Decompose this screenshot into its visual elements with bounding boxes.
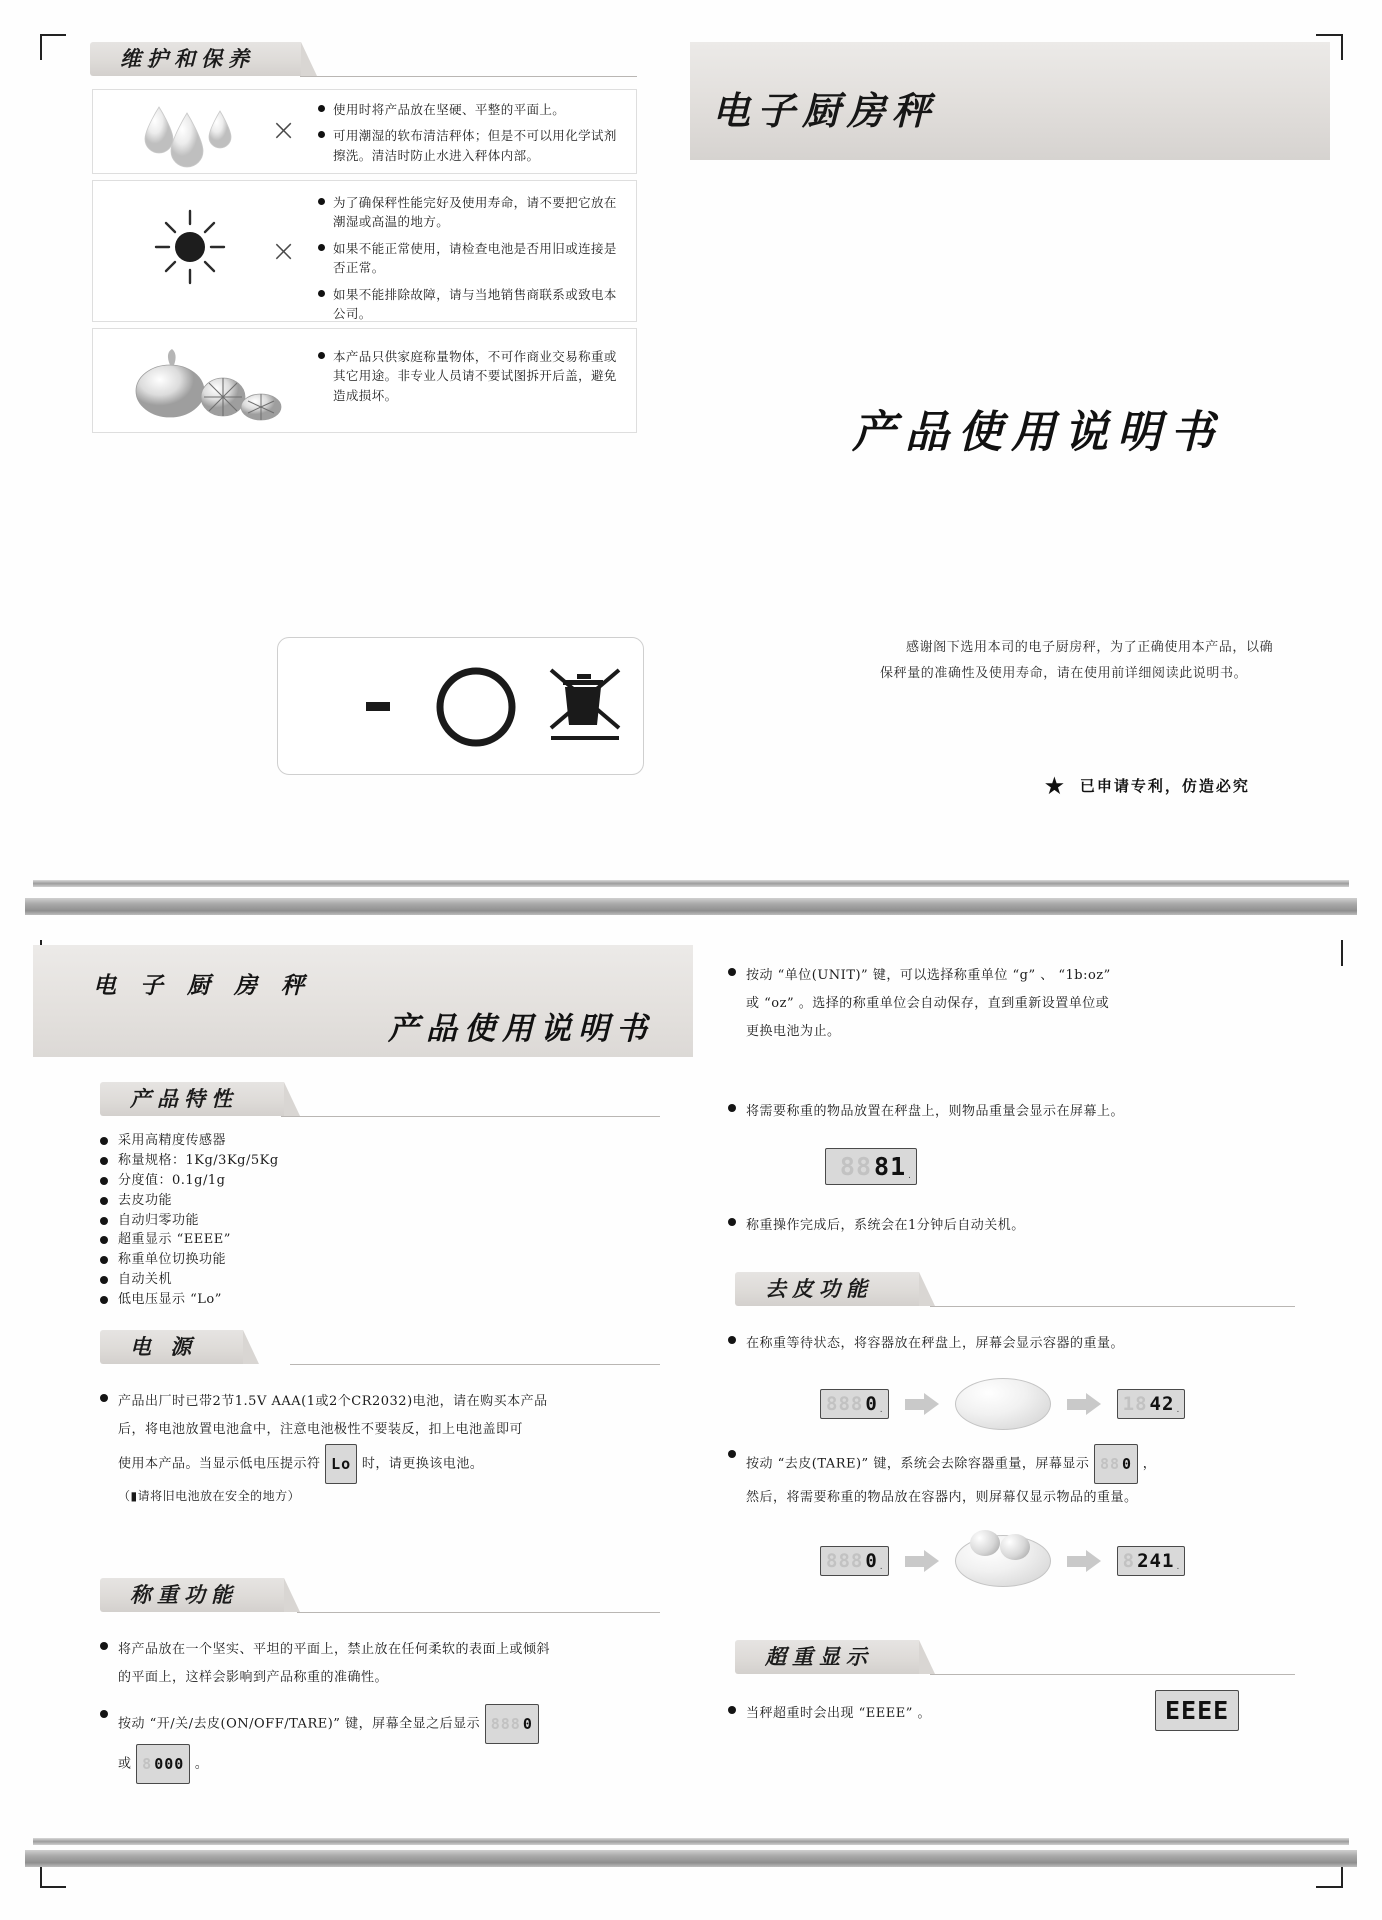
tare-section-header xyxy=(735,1272,919,1306)
recycle-icon xyxy=(433,664,519,750)
lcd-decimal-icon: . xyxy=(879,1562,883,1572)
power-text-line-2: 后，将电池放置电池盒中，注意电池极性不要装反，扣上电池盖即可 xyxy=(118,1421,524,1437)
tomatoes-bowl-icon xyxy=(955,1535,1051,1587)
unit-line-2: 或 “oz” 。选择的称重单位会自动保存，直到重新设置单位或 xyxy=(746,995,1110,1011)
care-block-3-list xyxy=(318,347,623,412)
tare-step-2-line xyxy=(728,1444,1308,1484)
care-section-title: 维护和保养 xyxy=(120,46,255,71)
overweight-section-rule xyxy=(930,1674,1295,1675)
lcd-weight-reading xyxy=(825,1148,917,1185)
cover-subtitle: 产品使用说明书 xyxy=(852,407,1223,458)
power-paragraph xyxy=(100,1388,660,1510)
weighing-section-rule xyxy=(297,1612,660,1613)
crop-mark xyxy=(1341,34,1343,60)
overweight-section-title: 超重显示 xyxy=(765,1644,873,1669)
weighing-item-1a: 将产品放在一个坚实、平坦的平面上，禁止放在任何柔软的表面上或倾斜 xyxy=(100,1636,670,1664)
footer-divider-thick xyxy=(25,1850,1357,1867)
feature-item: 自动归零功能 xyxy=(100,1211,600,1231)
tare-flow-1 xyxy=(820,1378,1185,1430)
lcd-panel: 88 81 . xyxy=(825,1148,917,1185)
star-icon: ★ xyxy=(1045,773,1066,798)
weighing-item-1b: 的平面上，这样会影响到产品称重的准确性。 xyxy=(118,1669,389,1685)
power-text-line-1: 产品出厂时已带2节1.5V AAA(1或2个CR2032)电池，请在购买本产品 xyxy=(100,1388,660,1416)
weighing-item-2-cont xyxy=(100,1744,670,1784)
weee-crossed-bin-icon xyxy=(543,662,629,754)
tomato-icon xyxy=(970,1530,1000,1556)
weighing-section-header xyxy=(100,1578,284,1612)
water-drops-icon xyxy=(123,99,253,169)
prohibit-x-icon-2: × xyxy=(271,234,297,269)
crop-mark xyxy=(1341,940,1343,966)
cover-intro-paragraph: 感谢阁下选用本司的电子厨房秤，为了正确使用本产品，以确保秤量的准确性及使用寿命，请在使用前详细阅读此说明书。 xyxy=(880,640,1274,681)
manual-header-left: 电 子 厨 房 秤 xyxy=(93,972,313,999)
certification-badges-box xyxy=(277,637,644,775)
weighing-item-2b: 或 xyxy=(118,1756,132,1772)
power-section-header xyxy=(100,1330,243,1364)
lcd-tare-flow2-after: 8 241 . xyxy=(1117,1546,1186,1576)
weighing-section-tab xyxy=(100,1578,284,1612)
care-item: 本产品只供家庭称量物体，不可作商业交易称重或其它用途。非专业人员请不要试图拆开后盖，避免造成损坏。 xyxy=(318,347,623,405)
unit-line-3: 更换电池为止。 xyxy=(746,1023,841,1039)
lcd-overweight xyxy=(1155,1690,1239,1731)
features-section-header xyxy=(100,1082,284,1116)
footer-divider-thin xyxy=(33,1838,1349,1845)
manual-header-right: 产品使用说明书 xyxy=(388,1011,654,1047)
feature-item: 低电压显示 “Lo” xyxy=(100,1290,600,1310)
manual-header-banner xyxy=(33,945,693,1057)
features-list xyxy=(100,1131,600,1310)
tomato-icon xyxy=(1000,1534,1030,1560)
features-section-rule xyxy=(281,1116,660,1117)
feature-item: 称重单位切换功能 xyxy=(100,1250,600,1270)
power-section-tab xyxy=(100,1330,243,1364)
crop-mark xyxy=(1316,1886,1342,1888)
lcd-full-display-1: 888 0 xyxy=(485,1704,539,1744)
tare-step-2b: ， xyxy=(1142,1456,1157,1472)
cover-title: 电子厨房秤 xyxy=(712,88,938,133)
tare-step-2a: 按动 “去皮(TARE)” 键，系统会去除容器重量，屏幕显示 xyxy=(746,1456,1090,1472)
tare-flow-2 xyxy=(820,1535,1185,1587)
weighing-item-2a: 按动 “开/关/去皮(ON/OFF/TARE)” 键，屏幕全显之后显示 xyxy=(118,1716,481,1732)
feature-item: 超重显示 “EEEE” xyxy=(100,1230,600,1250)
tare-step-1-text: 在称重等待状态，将容器放在秤盘上，屏幕会显示容器的重量。 xyxy=(728,1330,1308,1358)
crop-mark xyxy=(40,34,66,36)
care-section-tab xyxy=(90,42,301,76)
arrow-right-icon xyxy=(1067,1550,1101,1572)
power-note: （▮请将旧电池放在安全的地方） xyxy=(118,1489,301,1504)
care-section-rule xyxy=(300,76,637,77)
bowl-icon xyxy=(955,1378,1051,1430)
patent-text: 已申请专利，仿造必究 xyxy=(1079,777,1250,795)
unit-section xyxy=(728,962,1293,1046)
lcd-tare-flow1-before: 888 0 . xyxy=(820,1389,889,1419)
care-item: 使用时将产品放在坚硬、平整的平面上。 xyxy=(318,100,623,119)
lcd-tare-flow1-after: 18 42 . xyxy=(1117,1389,1186,1419)
prohibit-x-icon-1: × xyxy=(271,113,297,148)
auto-off-section xyxy=(728,1212,1308,1240)
overweight-section-header xyxy=(735,1640,919,1674)
care-item: 为了确保秤性能完好及使用寿命，请不要把它放在潮湿或高温的地方。 xyxy=(318,193,623,232)
page-divider-thin xyxy=(33,880,1349,887)
feature-item: 自动关机 xyxy=(100,1270,600,1290)
feature-item: 采用高精度传感器 xyxy=(100,1131,600,1151)
care-item: 如果不能正常使用，请检查电池是否用旧或连接是否正常。 xyxy=(318,239,623,278)
feature-item: 称量规格：1Kg/3Kg/5Kg xyxy=(100,1151,600,1171)
lcd-low-battery: Lo xyxy=(325,1444,357,1484)
cover-title-banner xyxy=(690,42,1330,160)
overweight-text: 当秤超重时会出现 “EEEE” 。 xyxy=(728,1700,1128,1728)
overweight-section-tab xyxy=(735,1640,919,1674)
care-item: 如果不能排除故障，请与当地销售商联系或致电本公司。 xyxy=(318,285,623,324)
feature-item: 分度值：0.1g/1g xyxy=(100,1171,600,1191)
overweight-text-block xyxy=(728,1700,1128,1728)
tare-section-tab xyxy=(735,1272,919,1306)
arrow-right-icon xyxy=(1067,1393,1101,1415)
crop-mark xyxy=(1316,34,1342,36)
care-block-3 xyxy=(92,328,637,433)
lcd-decimal-icon: . xyxy=(1176,1405,1180,1415)
care-item: 可用潮湿的软布清洁秤体；但是不可以用化学试剂擦洗。清洁时防止水进入秤体内部。 xyxy=(318,126,623,165)
lcd-decimal-icon: . xyxy=(879,1405,883,1415)
tare-section-rule xyxy=(930,1306,1295,1307)
features-section-tab xyxy=(100,1082,284,1116)
lcd-decimal-icon: . xyxy=(908,1171,911,1181)
sun-heat-icon xyxy=(128,207,258,287)
garlic-vegetables-icon xyxy=(115,345,305,425)
tare-step-3: 然后，将需要称重的物品放在容器内，则屏幕仅显示物品的重量。 xyxy=(746,1490,1138,1506)
lcd-tare-flow2-before: 888 0 . xyxy=(820,1546,889,1576)
care-block-1-list xyxy=(318,100,623,172)
crop-mark xyxy=(40,1886,66,1888)
power-section-title: 电 源 xyxy=(130,1334,198,1359)
lcd-decimal-icon: . xyxy=(1176,1562,1180,1572)
tare-section-title: 去皮功能 xyxy=(765,1276,873,1301)
place-item-text: 将需要称重的物品放置在秤盘上，则物品重量会显示在屏幕上。 xyxy=(728,1098,1308,1126)
lcd-tare-zero-inline: 88 0 xyxy=(1094,1444,1138,1484)
crop-mark xyxy=(40,34,42,60)
power-text-line-3 xyxy=(100,1444,660,1484)
weighing-item-2 xyxy=(100,1704,670,1744)
power-text-3a: 使用本产品。当显示低电压提示符 xyxy=(118,1456,321,1472)
patent-notice xyxy=(1045,775,1250,796)
features-section-title: 产品特性 xyxy=(130,1086,238,1111)
ce-mark-icon xyxy=(304,670,414,746)
lcd-panel: EEEE xyxy=(1155,1690,1239,1731)
power-section-rule xyxy=(290,1364,660,1365)
feature-item: 去皮功能 xyxy=(100,1191,600,1211)
unit-line-1: 按动 “单位(UNIT)” 键，可以选择称重单位 “g” 、 “1b:oz” xyxy=(728,962,1293,990)
auto-off-text: 称重操作完成后，系统会在1分钟后自动关机。 xyxy=(728,1212,1308,1240)
arrow-right-icon xyxy=(905,1393,939,1415)
care-block-1 xyxy=(92,89,637,174)
weighing-paragraphs xyxy=(100,1636,670,1784)
tare-step-2 xyxy=(728,1444,1308,1512)
weighing-item-2c: 。 xyxy=(194,1756,209,1772)
care-block-2 xyxy=(92,180,637,322)
place-item-section xyxy=(728,1098,1308,1126)
page-divider-thick xyxy=(25,898,1357,915)
lcd-full-display-2: 8 000 xyxy=(136,1744,190,1784)
tare-step-1 xyxy=(728,1330,1308,1358)
care-section-header xyxy=(90,42,301,76)
arrow-right-icon xyxy=(905,1550,939,1572)
weighing-section-title: 称重功能 xyxy=(130,1582,238,1607)
power-text-3b: 时，请更换该电池。 xyxy=(361,1456,484,1472)
